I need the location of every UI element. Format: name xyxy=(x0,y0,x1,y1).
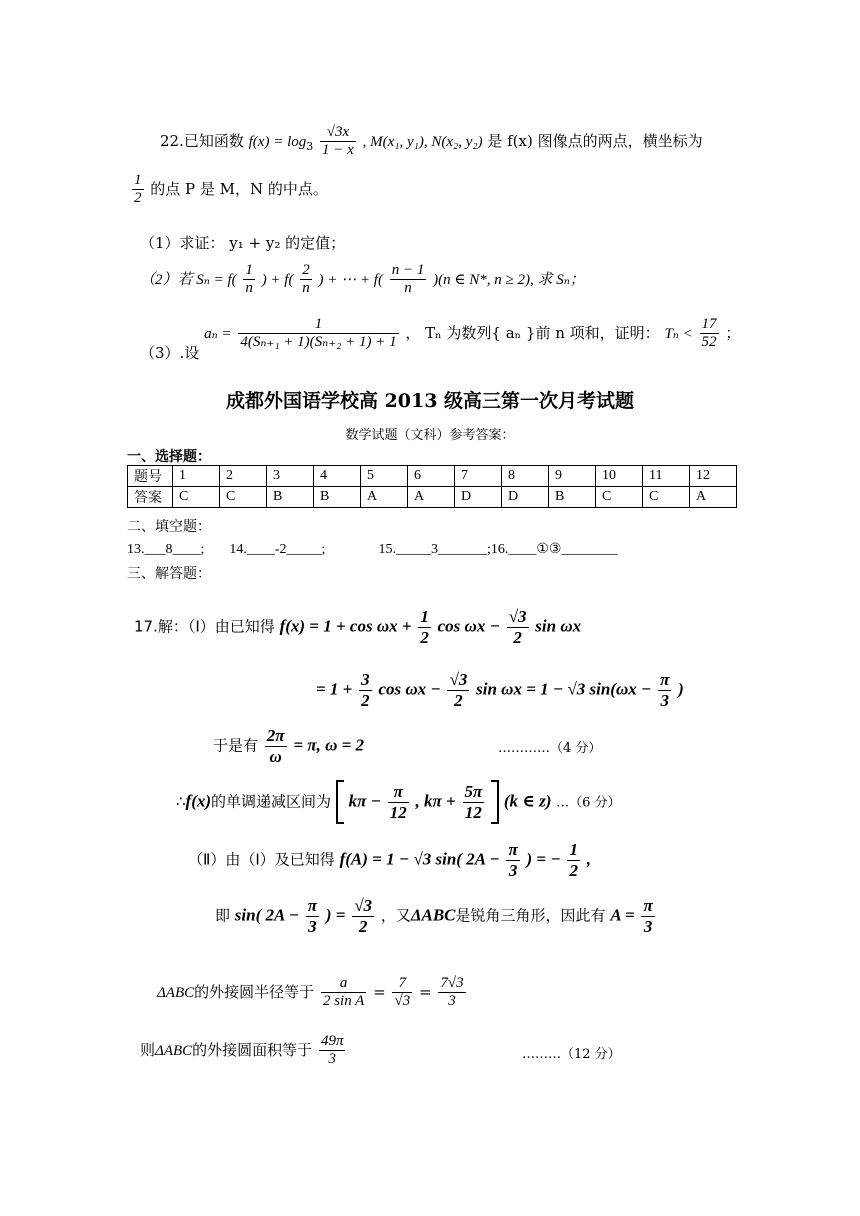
q22-line2 xyxy=(130,172,328,208)
sol17-line1: 17.解：（Ⅰ）由已知得 f(x) = 1 + cos ωx + $\frac{1}{2}$ cos ωx − $\frac{√3}{2}$ sin ωx xyxy=(134,607,582,647)
q22-fx: f(x) = log xyxy=(248,133,307,150)
row-label: 题号 xyxy=(128,466,173,487)
fill-q16: 16.____①③________ xyxy=(490,542,618,557)
row-label: 答案 xyxy=(128,487,173,508)
table-cell: 10 xyxy=(596,466,643,487)
q22-intro: 22.已知函数 xyxy=(160,131,244,150)
q22-part2: （2）若 Sₙ = f( $\frac{1}{n}$ ) + f( $\frac{2}{n}$ ) + ⋯ + f( $\frac{n - 1}{n}$ )(n ∈ N*, n ≥ 2), 求 Sₙ； xyxy=(140,262,585,297)
table-cell: 11 xyxy=(643,466,690,487)
q22-line2-text: 的点 P 是 M，N 的中点。 xyxy=(150,179,328,198)
table-cell: A xyxy=(408,487,455,508)
answer-table xyxy=(127,465,737,508)
q22-part1: （1）求证： y₁ + y₂ 的定值； xyxy=(140,234,346,252)
sol17-line2: = 1 + $\frac{3}{2}$ cos ωx − $\frac{√3}{2}$ sin ωx = 1 − √3 sin(ωx − $\frac{\pi}{3}$ ) xyxy=(316,670,684,710)
q22-part3: （3）.设 aₙ = $\frac{1}{\text{4(Sₙ₊₁ + 1)(Sₙ₊₂ + 1) + 1}}$ ， Tₙ 为数列{ aₙ }前 n 项和，证明： Tₙ < $\frac{17}{52}$ ； xyxy=(140,316,741,362)
table-cell: 1 xyxy=(173,466,220,487)
table-cell: 12 xyxy=(690,466,737,487)
table-cell: 2 xyxy=(220,466,267,487)
section-solve: 三、解答题： xyxy=(127,566,211,582)
right-bracket xyxy=(491,780,499,824)
fill-answers xyxy=(127,541,617,558)
sol17-score-12: ………（12 分） xyxy=(522,1047,621,1062)
sol17-line3: 于是有 $\frac{2\pi}{\omega}$ = π, ω = 2 xyxy=(213,726,365,766)
left-bracket xyxy=(336,780,344,824)
fill-q14: 14.____-2_____; xyxy=(229,542,326,557)
sol17-line4: ∴f(x)的单调递减区间为 kπ − $\frac{\pi}{12}$ , kπ + $\frac{5\pi}{12}$ (k ∈ z) …（6 分） xyxy=(176,780,621,824)
table-cell: C xyxy=(596,487,643,508)
table-cell: A xyxy=(690,487,737,508)
table-cell: 3 xyxy=(267,466,314,487)
page-subtitle: 数学试题（文科）参考答案： xyxy=(345,428,515,443)
q22-half: $\frac{1}{2}$ xyxy=(134,172,142,207)
table-row xyxy=(128,466,737,487)
fill-q15: 15._____3_______; xyxy=(378,542,491,557)
q22-fraction: $\frac{√3x}{1 - x}$ xyxy=(322,124,354,159)
q22-part3-fraction: $\frac{1}{\text{4(Sₙ₊₁ + 1)(Sₙ₊₂ + 1) + 1}}$ xyxy=(240,316,397,351)
table-cell: D xyxy=(502,487,549,508)
table-row xyxy=(128,487,737,508)
sol17-line8: 则ΔABC的外接圆面积等于 $\frac{49\pi}{3}$ xyxy=(140,1033,344,1068)
sol17-line7: ΔABC的外接圆半径等于 $\frac{a}{\text{2 sin A}}$ = $\frac{7}{√3}$ = $\frac{7√3}{3}$ xyxy=(157,975,464,1010)
table-cell: A xyxy=(361,487,408,508)
table-cell: 5 xyxy=(361,466,408,487)
table-cell: 7 xyxy=(455,466,502,487)
fill-q13: 13.___8____; xyxy=(127,542,205,557)
sol17-score-4: …………（4 分） xyxy=(498,741,602,756)
q22-base: 3 xyxy=(306,139,314,153)
q22-tail: 是 f(x) 图像点的两点，横坐标为 xyxy=(487,131,703,150)
table-cell: C xyxy=(220,487,267,508)
q22-points: , M(x₁, y₁), N(x₂, y₂) xyxy=(362,133,483,150)
section-fill: 二、填空题： xyxy=(127,519,211,535)
table-cell: 9 xyxy=(549,466,596,487)
table-cell: C xyxy=(643,487,690,508)
page-title: 成都外国语学校高 2013 级高三第一次月考试题 xyxy=(225,390,635,412)
table-cell: D xyxy=(455,487,502,508)
table-cell: 6 xyxy=(408,466,455,487)
table-cell: 4 xyxy=(314,466,361,487)
table-cell: C xyxy=(173,487,220,508)
q22-line1 xyxy=(160,124,703,160)
table-cell: B xyxy=(549,487,596,508)
table-cell: B xyxy=(314,487,361,508)
table-cell: B xyxy=(267,487,314,508)
table-cell: 8 xyxy=(502,466,549,487)
q22-part3-label: （3）.设 xyxy=(140,343,200,362)
sol17-line6: 即 sin( 2A − $\frac{\pi}{3}$ ) = $\frac{√3}{2}$ ，又ΔABC是锐角三角形，因此有 A = $\frac{\pi}{3}$ xyxy=(215,896,653,936)
sol17-line5: （Ⅱ）由（Ⅰ）及已知得 f(A) = 1 − √3 sin( 2A − $\frac{\pi}{3}$ ) = − $\frac{1}{2}$ , xyxy=(188,840,591,880)
section-choice: 一、选择题： xyxy=(127,449,211,465)
